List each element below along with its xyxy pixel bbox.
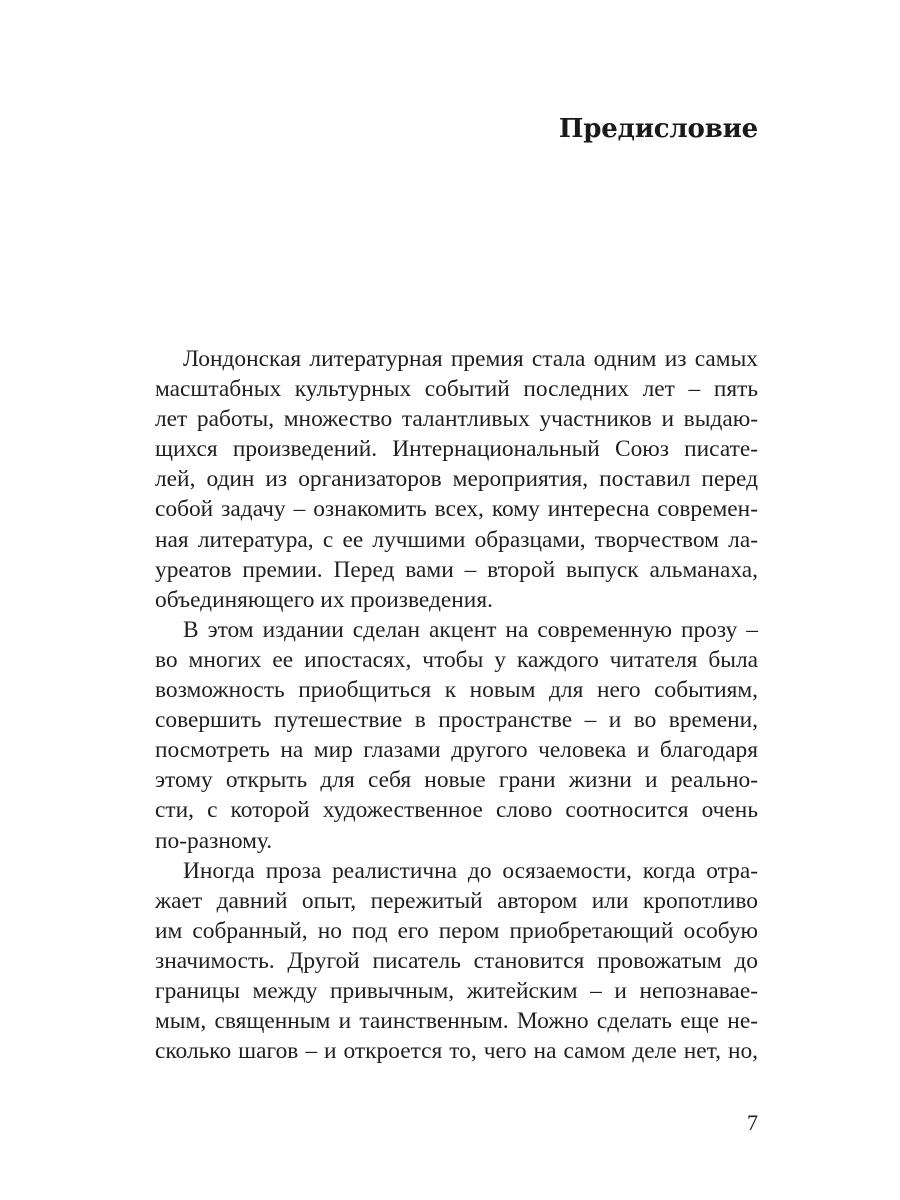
text-line: Лондонская литературная премия стала одним из самых — [183, 346, 758, 372]
paragraph — [155, 344, 758, 615]
page-title: Предисловие — [558, 114, 758, 144]
text-line: лей, один из организаторов мероприятия, поставил перед — [155, 466, 758, 493]
text-line: возможность приобщиться к новым для него событиям, — [155, 677, 758, 704]
paragraph — [155, 615, 758, 856]
text-line: им собранный, но под его пером приобретающий особую — [155, 917, 758, 944]
page-number: 7 — [747, 1110, 758, 1135]
text-line: посмотреть на мир глазами другого человека и благодаря — [155, 737, 758, 764]
text-line: жает давний опыт, пережитый автором или кропотливо — [155, 887, 758, 914]
text-line: этому открыть для себя новые грани жизни и реально- — [155, 767, 758, 794]
text-line: собой задачу – ознакомить всех, кому интересна современ- — [155, 496, 758, 523]
text-line: уреатов премии. Перед вами – второй выпуск альманаха, — [155, 556, 758, 583]
text-line: объединяющего их произведения. — [155, 586, 493, 613]
text-line: ная литература, с ее лучшими образцами, творчеством ла- — [155, 526, 758, 553]
text-line: сти, с которой художественное слово соотносится очень — [155, 797, 758, 824]
body-text — [155, 344, 758, 1066]
text-line: мым, священным и таинственным. Можно сделать еще не- — [155, 1008, 758, 1035]
text-line: В этом издании сделан акцент на современную прозу – — [183, 616, 758, 643]
text-line: значимость. Другой писатель становится провожатым до — [155, 947, 758, 974]
text-line: масштабных культурных событий последних лет – пять — [155, 376, 758, 403]
text-line: сколько шагов – и откроется то, чего на самом деле нет, но, — [155, 1038, 758, 1065]
text-line: Иногда проза реалистична до осязаемости, когда отра- — [183, 857, 758, 884]
text-line: по-разному. — [155, 827, 273, 854]
paragraph — [155, 856, 758, 1067]
text-line: совершить путешествие в пространстве – и во времени, — [155, 707, 758, 734]
text-line: во многих ее ипостасях, чтобы у каждого читателя была — [155, 646, 758, 673]
text-line: границы между привычным, житейским – и непознавае- — [155, 977, 758, 1004]
text-line: лет работы, множество талантливых участников и выдаю- — [155, 406, 758, 433]
text-line: щихся произведений. Интернациональный Союз писате- — [155, 436, 758, 463]
